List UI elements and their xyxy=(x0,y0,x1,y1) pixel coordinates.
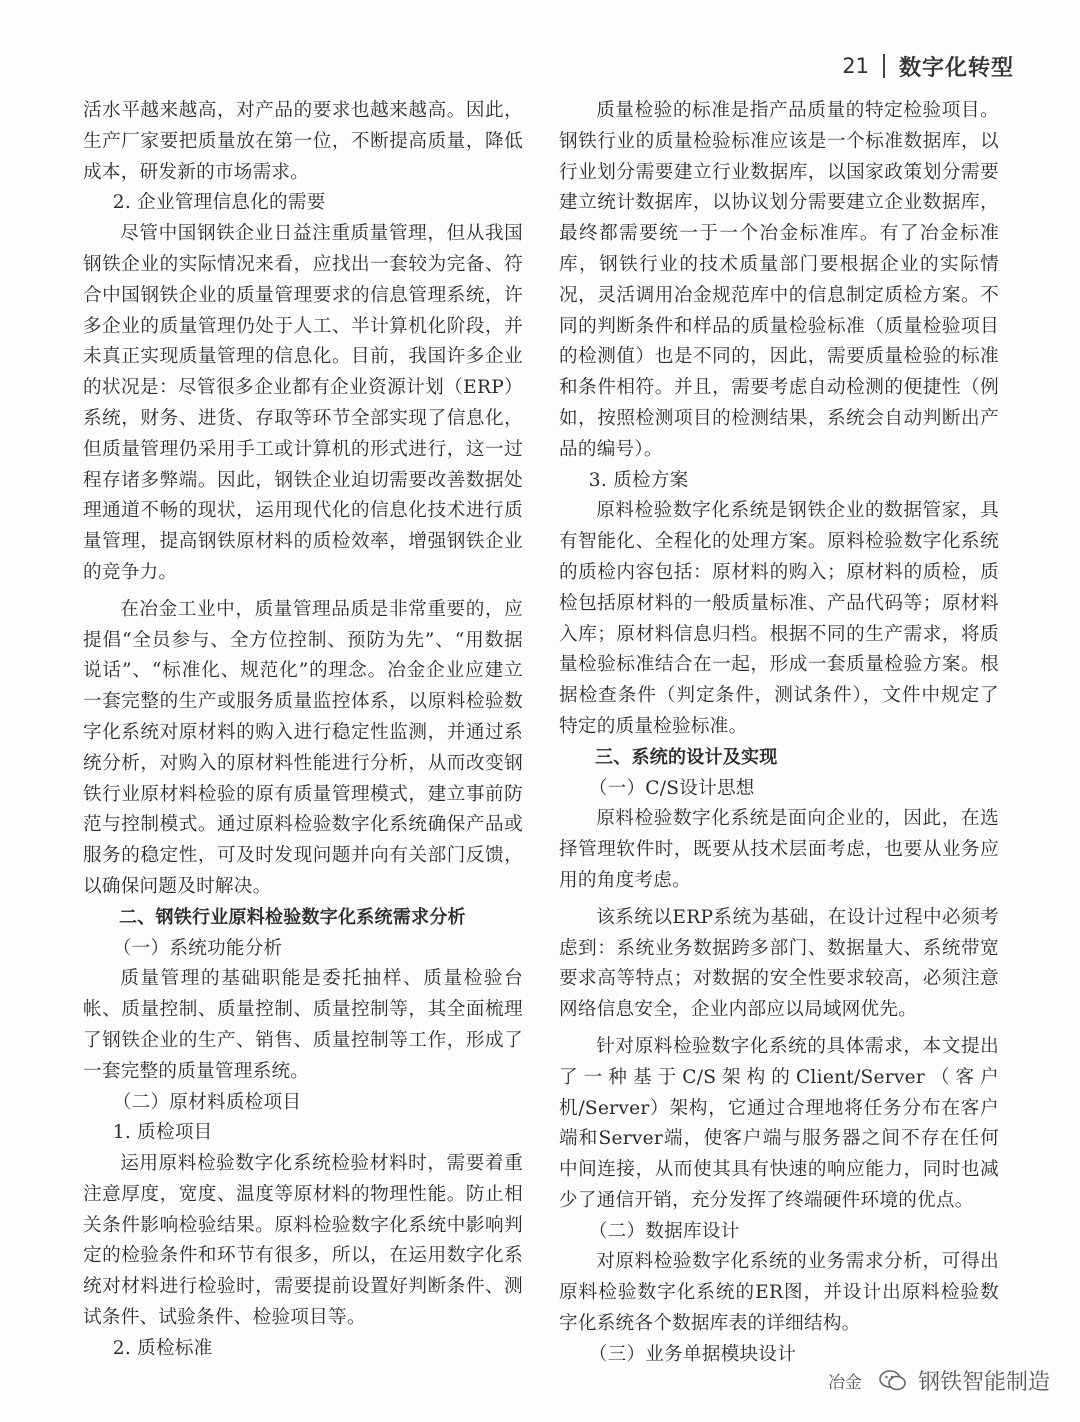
paragraph: 该系统以ERP系统为基础，在设计过程中必须考虑到：系统业务数据跨多部门、数据量大、系统带宽要求高等特点；对数据的安全性要求较高，必须注意网络信息安全，企业内部应以局域网优先。 xyxy=(559,906,999,1021)
subheading: 3. 质检方案 xyxy=(588,469,689,491)
journal-name: 冶金 xyxy=(827,1373,862,1393)
paragraph: 对原料检验数字化系统的业务需求分析，可得出原料检验数字化系统的ER图，并设计出原料检验数字化系统各个数据库表的详细结构。 xyxy=(559,1251,999,1335)
subheading: （三）业务单据模块设计 xyxy=(588,1343,797,1365)
page-header xyxy=(842,48,1014,84)
subheading: （二）数据库设计 xyxy=(588,1220,740,1242)
paragraph: 运用原料检验数字化系统检验材料时，需要着重注意厚度，宽度、温度等原材料的物理性能。防止相关条件影响检验结果。原料检验数字化系统中影响判定的检验条件和环节有很多，所以，在运用数字化系统对材料进行检验时，需要提前设置好判断条件、测试条件、试验条件、检验项目等。 xyxy=(83,1153,523,1329)
paragraph: 活水平越来越高，对产品的要求也越来越高。因此，生产厂家要把质量放在第一位，不断提高质量，降低成本，研发新的市场需求。 xyxy=(83,100,523,183)
subheading: （一）系统功能分析 xyxy=(112,937,283,959)
section-title: 数字化转型 xyxy=(898,55,1014,81)
paragraph: 质量检验的标准是指产品质量的特定检验项目。钢铁行业的质量检验标准应该是一个标准数据库，以行业划分需要建立行业数据库，以国家政策划分需要建立统计数据库，以协议划分需要建立企业数据库，最终都需要统一于一个冶金标准库。有了冶金标准库，钢铁行业的技术质量部门要根据企业的实际情况，灵活调用冶金规范库中的信息制定质检方案。不同的判断条件和样品的质量检验标准（质量检验项目的检测值）也是不同的，因此，需要质量检验的标准和条件相符。并且，需要考虑自动检测的便捷性（例如，按照检测项目的检测结果，系统会自动判断出产品的编号）。 xyxy=(559,100,999,460)
header-divider xyxy=(883,54,885,78)
subheading: 2. 企业管理信息化的需要 xyxy=(112,192,326,214)
paragraph: 在冶金工业中，质量管理品质是非常重要的，应提倡“全员参与、全方位控制、预防为先”、“用数据说话”、“标准化、规范化”的理念。冶金企业应建立一套完整的生产或服务质量监控体系，以原料检验数字化系统对原材料的购入进行稳定性监测，并通过系统分析，对购入的原材料性能进行分析，从而改变钢铁行业原材料检验的原有质量管理模式，建立事前防范与控制模式。通过原料检验数字化系统确保产品或服务的稳定性，可及时发现问题并向有关部门反馈，以确保问题及时解决。 xyxy=(83,598,523,897)
subheading: 1. 质检项目 xyxy=(112,1122,213,1144)
paragraph: 针对原料检验数字化系统的具体需求，本文提出了一种基于C/S架构的Client/Server（客户机/Server）架构，它通过合理地将任务分布在客户端和Server端，使客户端与服务器之间不存在任何中间连接，从而使其具有快速的响应能力，同时也减少了通信开销，充分发挥了终端硬件环境的优点。 xyxy=(559,1035,999,1211)
subheading: 2. 质检标准 xyxy=(112,1337,213,1359)
paragraph: 原料检验数字化系统是钢铁企业的数据管家，具有智能化、全程化的处理方案。原料检验数字化系统的质检内容包括：原材料的购入；原材料的质检，质检包括原材料的一般质量标准、产品代码等；原材料入库；原材料信息归档。根据不同的生产需求，将质量检验标准结合在一起，形成一套质量检验方案。根据检查条件（判定条件，测试条件），文件中规定了特定的质量检验标准。 xyxy=(559,500,999,737)
paragraph: 原料检验数字化系统是面向企业的，因此，在选择管理软件时，既要从技术层面考虑，也要从业务应用的角度考虑。 xyxy=(559,808,999,891)
subheading: （一）C/S设计思想 xyxy=(588,777,755,799)
page-number: 21 xyxy=(842,54,869,78)
left-column xyxy=(83,96,523,1365)
right-column xyxy=(559,96,999,1371)
section-heading: 二、钢铁行业原料检验数字化系统需求分析 xyxy=(119,906,466,928)
paragraph: 尽管中国钢铁企业日益注重质量管理，但从我国钢铁企业的实际情况来看，应找出一套较为完备、符合中国钢铁企业的质量管理要求的信息管理系统，许多企业的质量管理仍处于人工、半计算机化阶段，并未真正实现质量管理的信息化。目前，我国许多企业的状况是：尽管很多企业都有企业资源计划（ERP）系统，财务、进货、存取等环节全部实现了信息化，但质量管理仍采用手工或计算机的形式进行，这一过程存诸多弊端。因此，钢铁企业迫切需要改善数据处理通道不畅的现状，运用现代化的信息化技术进行质量管理，提高钢铁原材料的质检效率，增强钢铁企业的竞争力。 xyxy=(83,223,523,583)
wechat-icon xyxy=(878,1369,908,1393)
subheading: （二）原材料质检项目 xyxy=(112,1091,302,1113)
paragraph: 质量管理的基础职能是委托抽样、质量检验台帐、质量控制、质量控制、质量控制等，其全面梳理了钢铁企业的生产、销售、质量控制等工作，形成了一套完整的质量管理系统。 xyxy=(83,968,523,1082)
section-heading: 三、系统的设计及实现 xyxy=(595,746,778,768)
footer xyxy=(828,1365,1050,1396)
watermark-text: 钢铁智能制造 xyxy=(917,1370,1050,1395)
